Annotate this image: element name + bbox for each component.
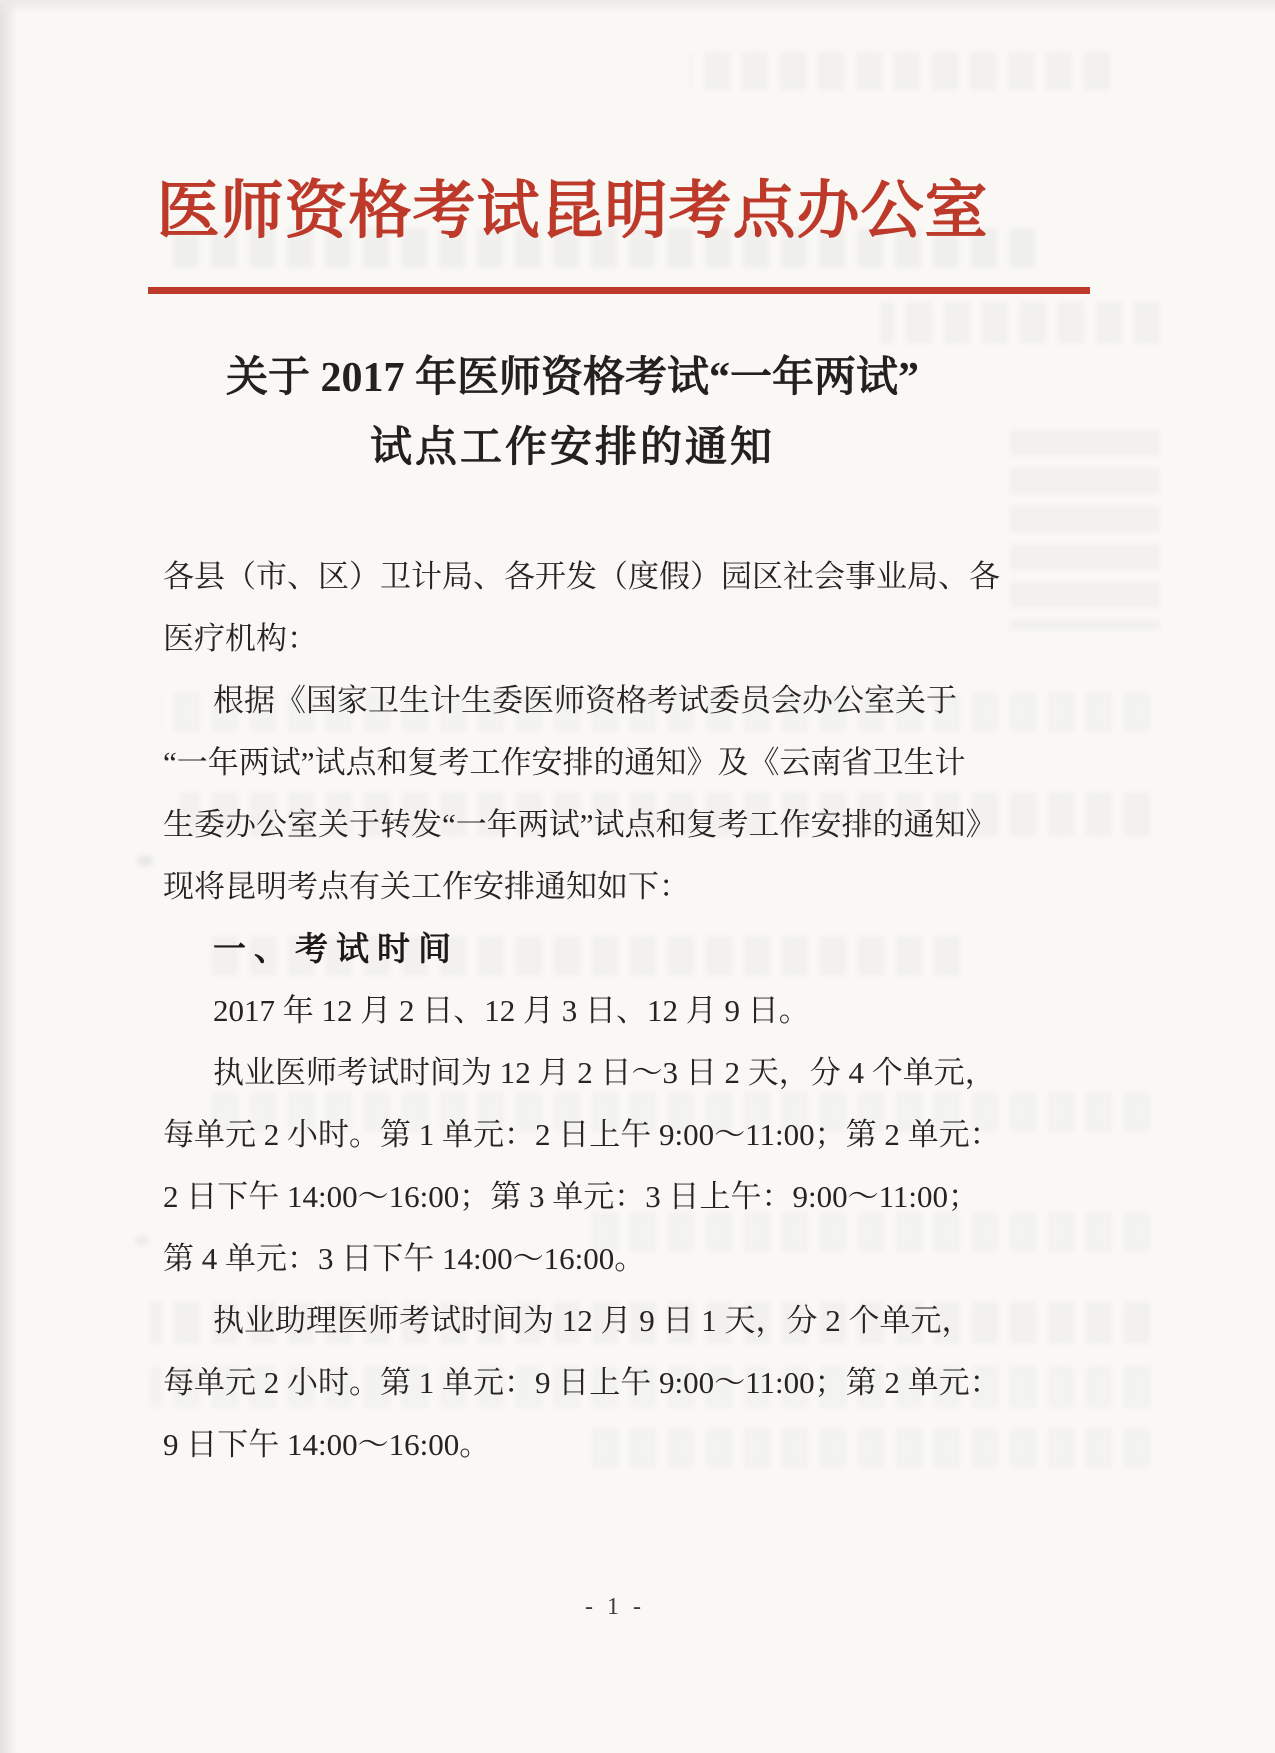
section-heading: 一、考试时间 — [213, 930, 459, 967]
letterhead-divider-rule — [148, 287, 1090, 294]
body-line: 2017 年 12 月 2 日、12 月 3 日、12 月 9 日。 — [213, 993, 810, 1028]
body-line: 根据《国家卫生计生委医师资格考试委员会办公室关于 — [213, 683, 957, 718]
page-number: - 1 - — [585, 1594, 645, 1620]
body-line: 医疗机构： — [163, 621, 318, 656]
body-line: 每单元 2 小时。第 1 单元：2 日上午 9:00～11:00；第 2 单元： — [163, 1117, 1001, 1152]
bleedthrough-strip — [880, 302, 1160, 344]
scan-speck — [136, 1236, 148, 1245]
scan-left-edge-shadow — [0, 0, 18, 1753]
body-line: 执业助理医师考试时间为 12 月 9 日 1 天，分 2 个单元， — [213, 1303, 973, 1338]
body-lines — [163, 546, 1008, 1476]
scan-speck — [138, 856, 152, 866]
body-line: 9 日下午 14:00～16:00。 — [163, 1427, 491, 1462]
letterhead-title: 医师资格考试昆明考点办公室 — [156, 176, 989, 246]
bleedthrough-strip — [1010, 430, 1160, 630]
scan-top-edge-shadow — [0, 0, 1275, 14]
body-line: “一年两试”试点和复考工作安排的通知》及《云南省卫生计 — [163, 745, 966, 780]
body-line: 每单元 2 小时。第 1 单元：9 日上午 9:00～11:00；第 2 单元： — [163, 1365, 1001, 1400]
document-title-line-2: 试点工作安排的通知 — [369, 425, 775, 471]
body-line: 现将昆明考点有关工作安排通知如下： — [163, 869, 690, 904]
body-line: 生委办公室关于转发“一年两试”试点和复考工作安排的通知》 — [163, 807, 997, 842]
body-line: 执业医师考试时间为 12 月 2 日～3 日 2 天，分 4 个单元， — [213, 1055, 996, 1090]
body-line: 各县（市、区）卫计局、各开发（度假）园区社会事业局、各 — [163, 559, 1000, 594]
body-line: 第 4 单元：3 日下午 14:00～16:00。 — [163, 1241, 646, 1276]
bleedthrough-strip — [690, 52, 1110, 90]
body-line: 2 日下午 14:00～16:00；第 3 单元：3 日上午：9:00～11:00； — [163, 1179, 980, 1214]
document-title-line-1: 关于 2017 年医师资格考试“一年两试” — [225, 355, 919, 401]
